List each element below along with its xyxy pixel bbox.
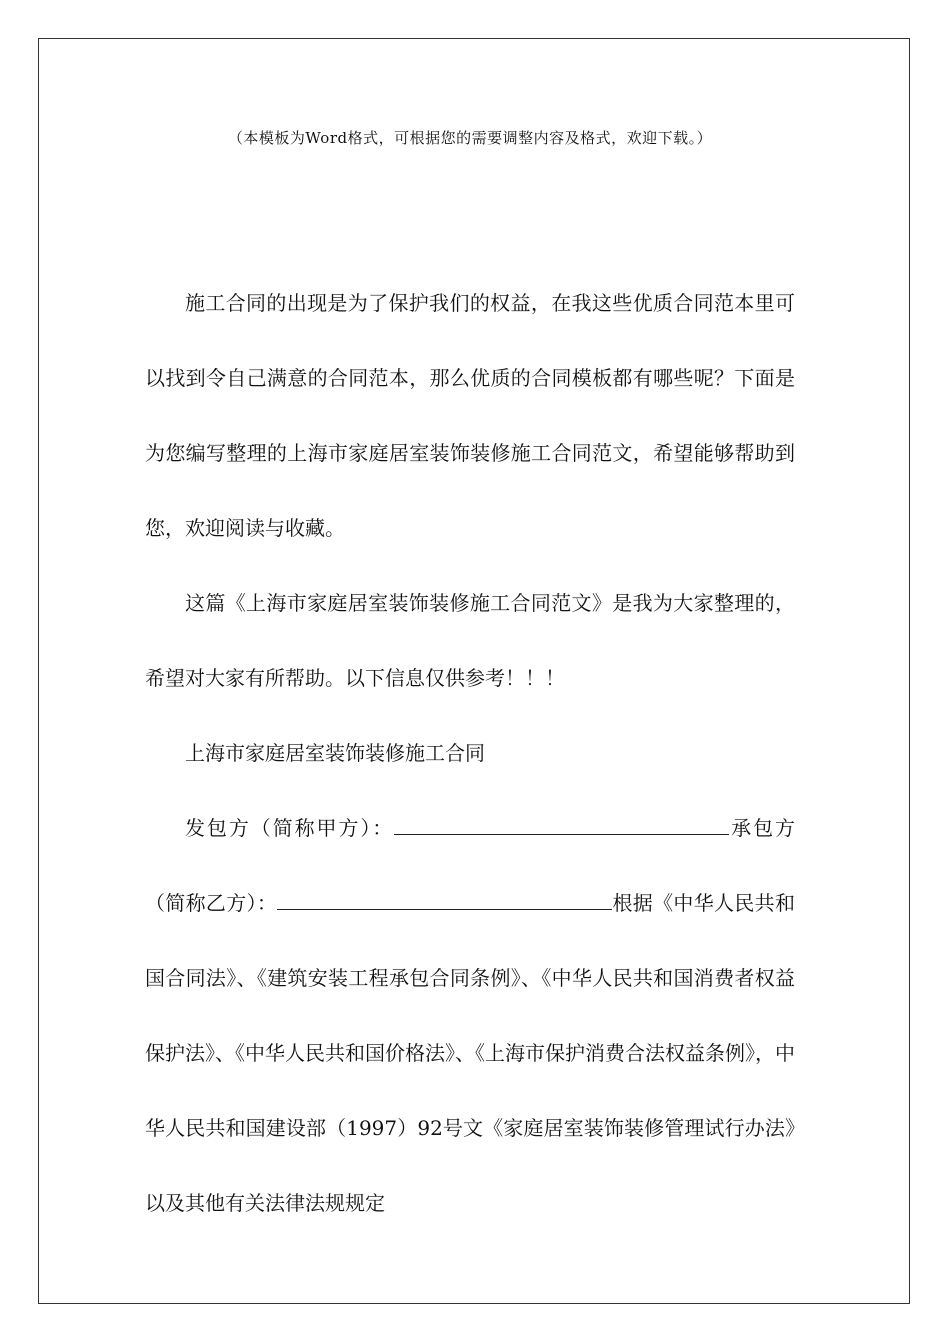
party-b-label: 承包方（简称乙方）： — [145, 816, 796, 915]
party-a-blank[interactable] — [394, 814, 729, 835]
parties-paragraph — [145, 791, 795, 1241]
reference-paragraph: 这篇《上海市家庭居室装饰装修施工合同范文》是我为大家整理的，希望对大家有所帮助。以下信息仅供参考！！！ — [145, 591, 795, 690]
document-body — [145, 266, 795, 1241]
legal-basis-text: 根据《中华人民共和国合同法》、《建筑安装工程承包合同条例》、《中华人民共和国消费者权益保护法》、《中华人民共和国价格法》、《上海市保护消费合法权益条例》，中华人民共和国建设部（1997）92号文《家庭居室装饰装修管理试行办法》以及其他有关法律法规规定 — [145, 891, 795, 1215]
template-note: （本模板为Word格式，可根据您的需要调整内容及格式，欢迎下载。） — [227, 129, 713, 147]
intro-paragraph: 施工合同的出现是为了保护我们的权益，在我这些优质合同范本里可以找到令自己满意的合同范本，那么优质的合同模板都有哪些呢？下面是为您编写整理的上海市家庭居室装饰装修施工合同范文，希望能够帮助到您，欢迎阅读与收藏。 — [145, 291, 795, 540]
party-b-blank[interactable] — [277, 889, 612, 910]
contract-title: 上海市家庭居室装饰装修施工合同 — [185, 741, 485, 765]
party-a-label: 发包方（简称甲方）： — [185, 816, 395, 840]
